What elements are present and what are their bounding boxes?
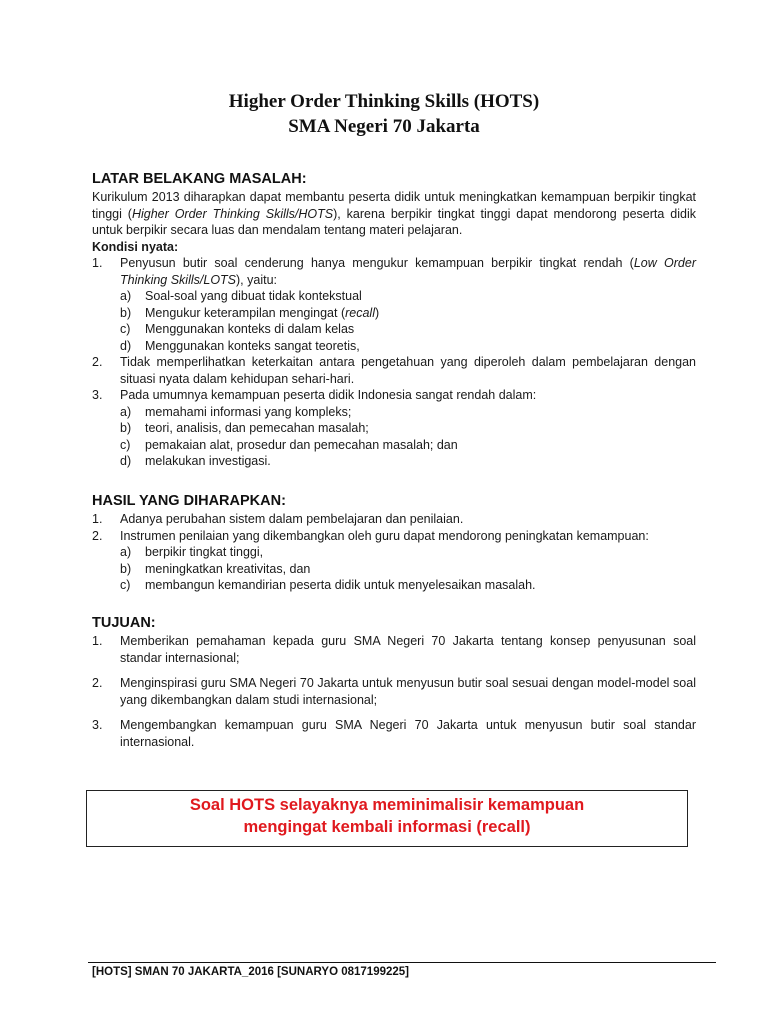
- sub-text: pemakaian alat, prosedur dan pemecahan masalah; dan: [145, 437, 458, 452]
- list-text: [120, 255, 696, 288]
- sub-list-item: [120, 338, 696, 355]
- list-text: Memberikan pemahaman kepada guru SMA Negeri 70 Jakarta tentang konsep penyusunan soal standar internasional;: [120, 634, 696, 665]
- sub-letter: c): [120, 322, 131, 336]
- list-text-part: ), yaitu:: [236, 272, 278, 287]
- doc-subtitle: SMA Negeri 70 Jakarta: [288, 116, 480, 137]
- sub-letter: d): [120, 454, 132, 468]
- sub-list-item: [120, 321, 696, 338]
- section-tujuan: [92, 614, 696, 750]
- list-item: [92, 255, 696, 288]
- sub-letter: b): [120, 561, 132, 576]
- list-text: Pada umumnya kemampuan peserta didik Indonesia sangat rendah dalam:: [120, 388, 537, 402]
- sub-letter: a): [120, 404, 132, 419]
- sub-list-item: [120, 404, 696, 421]
- list-item: [92, 675, 696, 708]
- latar-intro: [92, 189, 696, 239]
- sub-text: membangun kemandirian peserta didik untuk menyelesaikan masalah.: [145, 578, 536, 592]
- callout-line-2: mengingat kembali informasi (recall): [243, 818, 531, 836]
- sub-letter: b): [120, 305, 132, 320]
- sub-text: teori, analisis, dan pemecahan masalah;: [145, 421, 369, 435]
- list-item: [92, 528, 696, 545]
- sub-text: melakukan investigasi.: [145, 454, 271, 468]
- page-footer: [HOTS] SMAN 70 JAKARTA_2016 [SUNARYO 0817199225]: [92, 966, 409, 978]
- sub-list-item: [120, 544, 696, 561]
- sub-text: meningkatkan kreativitas, dan: [145, 561, 311, 576]
- sub-letter: a): [120, 289, 132, 303]
- sub-list-item: [120, 437, 696, 454]
- sub-text-em: recall: [345, 305, 375, 320]
- sub-letter: d): [120, 338, 132, 353]
- list-item: [92, 511, 696, 528]
- sub-list-item: [120, 577, 696, 594]
- list-text: Menginspirasi guru SMA Negeri 70 Jakarta untuk menyusun butir soal sesuai dengan model-model soal yang dikembangkan dalam studi internasional;: [120, 676, 696, 707]
- list-number: 1.: [92, 256, 103, 270]
- sub-text: Menggunakan konteks di dalam kelas: [145, 322, 355, 336]
- sub-list-item: [120, 305, 696, 322]
- list-item: [92, 387, 696, 404]
- list-number: 2.: [92, 355, 103, 369]
- list-item: [92, 633, 696, 666]
- kondisi-nyata-label: Kondisi nyata:: [92, 239, 179, 254]
- heading-tujuan: TUJUAN:: [92, 615, 156, 631]
- hots-callout-box: [86, 790, 688, 847]
- latar-intro-text: Kurikulum 2013 diharapkan dapat membantu peserta didik untuk meningkatkan kemampuan berpikir tingkat tinggi (: [92, 190, 696, 221]
- list-number: 2.: [92, 528, 103, 543]
- sub-text: memahami informasi yang kompleks;: [145, 404, 352, 419]
- footer-rule: [88, 962, 716, 963]
- sub-text: [145, 305, 696, 322]
- sub-letter: b): [120, 421, 132, 435]
- sub-letter: a): [120, 545, 132, 559]
- callout-line-1: Soal HOTS selayaknya meminimalisir kemampuan: [189, 796, 585, 814]
- list-item: [92, 354, 696, 387]
- sub-list-item: [120, 561, 696, 578]
- sub-text: Soal-soal yang dibuat tidak kontekstual: [145, 289, 362, 303]
- list-text: Mengembangkan kemampuan guru SMA Negeri 70 Jakarta untuk menyusun butir soal standar internasional.: [120, 718, 696, 749]
- sub-letter: c): [120, 437, 131, 452]
- list-text-part: Penyusun butir soal cenderung hanya mengukur kemampuan berpikir tingkat rendah (: [120, 256, 634, 270]
- sub-list-item: [120, 288, 696, 305]
- list-number: 2.: [92, 676, 103, 690]
- list-text: Instrumen penilaian yang dikembangkan oleh guru dapat mendorong peningkatan kemampuan:: [120, 528, 649, 543]
- latar-intro-em: Higher Order Thinking Skills/HOTS: [131, 206, 334, 221]
- sub-text: Menggunakan konteks sangat teoretis,: [145, 338, 360, 353]
- sub-text: berpikir tingkat tinggi,: [145, 545, 264, 559]
- list-number: 1.: [92, 512, 103, 526]
- list-number: 3.: [92, 388, 103, 402]
- sub-text-part: ): [374, 305, 380, 320]
- sub-text-part: Mengukur keterampilan mengingat (: [145, 305, 346, 320]
- sub-list-item: [120, 420, 696, 437]
- list-text: Adanya perubahan sistem dalam pembelajaran dan penilaian.: [120, 512, 464, 526]
- list-number: 3.: [92, 718, 103, 732]
- sub-letter: c): [120, 578, 131, 592]
- list-text-em: Low Order Thinking Skills/LOTS: [120, 256, 697, 287]
- section-hasil: [92, 492, 696, 594]
- doc-title: Higher Order Thinking Skills (HOTS): [228, 91, 540, 112]
- latar-intro-text-end: ), karena berpikir tingkat tinggi dapat mendorong peserta didik untuk berpikir secara luas dan mendalam tentang materi pelajaran.: [92, 206, 696, 237]
- heading-latar-belakang: LATAR BELAKANG MASALAH:: [92, 171, 307, 187]
- section-latar-belakang: [92, 170, 696, 470]
- list-item: [92, 717, 696, 750]
- sub-list-item: [120, 453, 696, 470]
- list-text: Tidak memperlihatkan keterkaitan antara pengetahuan yang diperoleh dalam pembelajaran dengan situasi nyata dalam kehidupan sehari-hari.: [120, 355, 696, 386]
- heading-hasil: HASIL YANG DIHARAPKAN:: [92, 493, 286, 509]
- list-number: 1.: [92, 634, 103, 648]
